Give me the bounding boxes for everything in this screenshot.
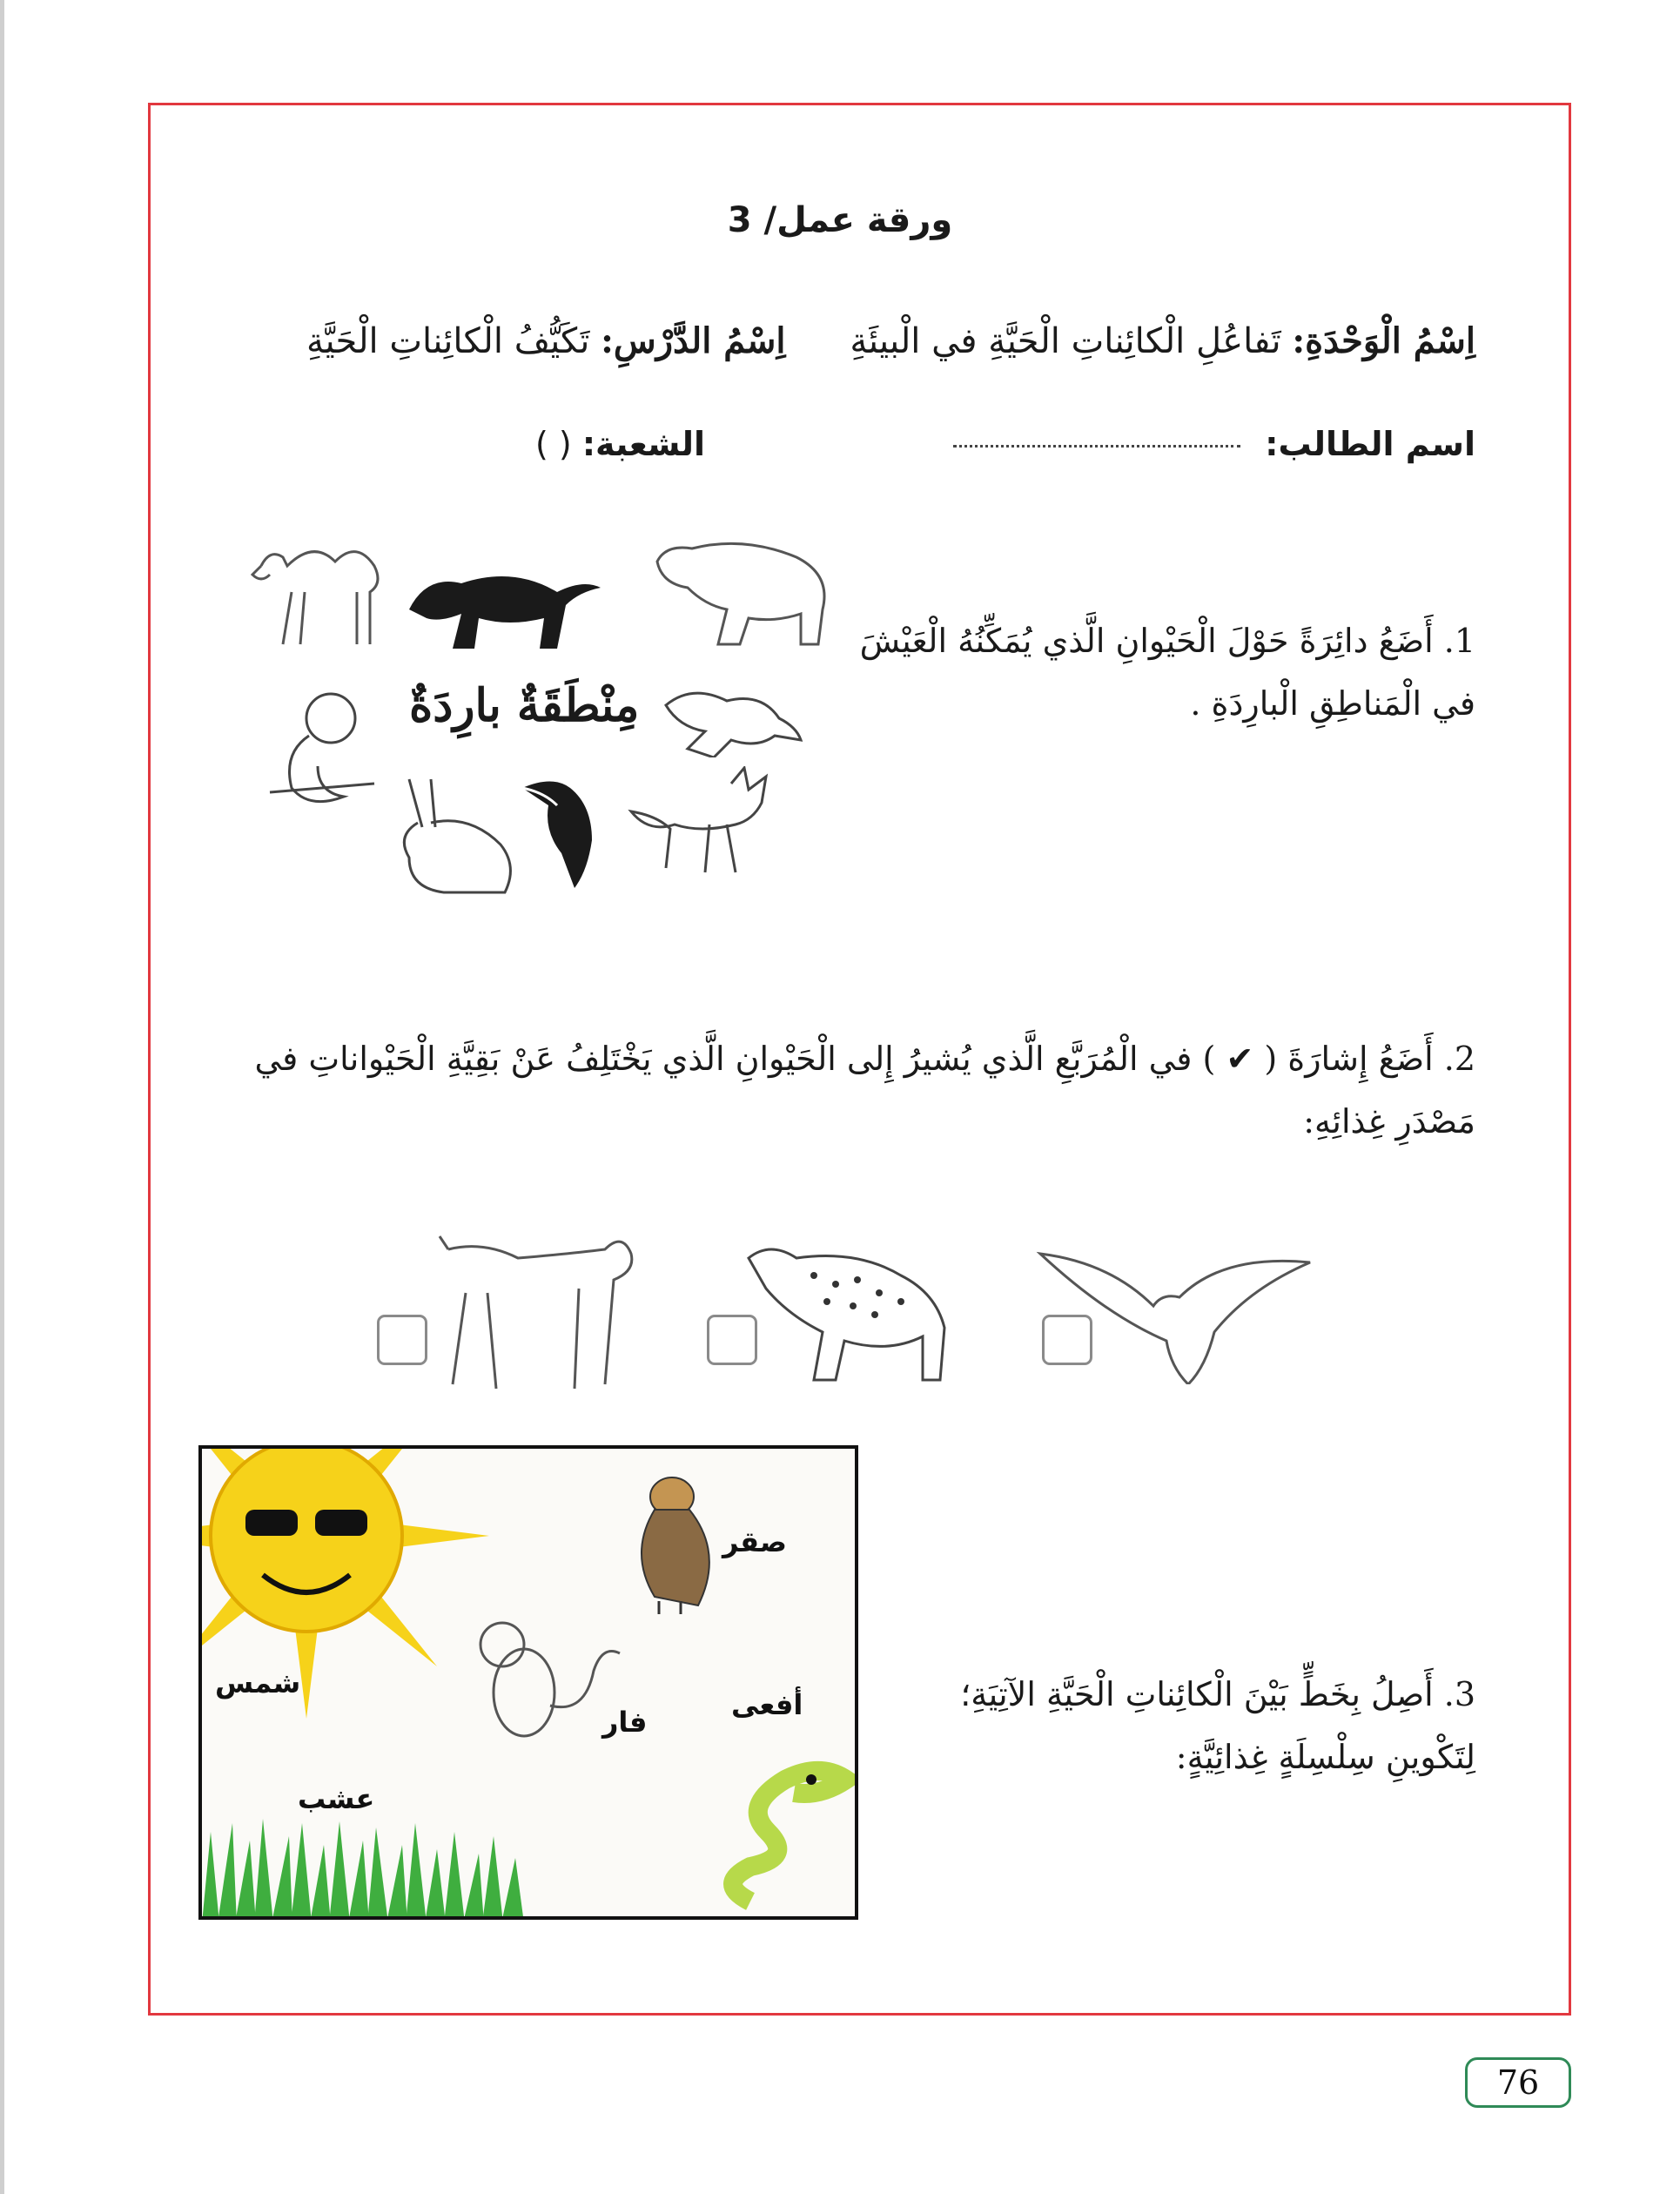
page-edge xyxy=(0,0,4,2194)
camel-image[interactable] xyxy=(244,531,409,653)
snake-image[interactable] xyxy=(707,1727,858,1910)
monkey-image[interactable] xyxy=(265,688,379,810)
unit-value: تَفاعُلِ الْكائِناتِ الْحَيَّةِ في الْبيئَةِ xyxy=(850,321,1281,361)
grass-image[interactable] xyxy=(202,1814,533,1920)
black-panther-image[interactable] xyxy=(400,548,609,662)
eagle-checkbox[interactable] xyxy=(1042,1315,1092,1365)
student-label: اسم الطالب: xyxy=(1265,425,1475,463)
food-chain-picture xyxy=(198,1445,858,1920)
section-field[interactable]: ( ) xyxy=(535,425,572,463)
goat-checkbox[interactable] xyxy=(377,1315,427,1365)
hawk-label: صقر xyxy=(722,1525,787,1558)
unit-name xyxy=(850,320,1475,361)
mouse-label: فار xyxy=(602,1706,648,1739)
question-2: 2. أَضَعُ إِشارَةَ ( ✔ ) في الْمُرَبَّعِ الَّذي يُشيرُ إِلى الْحَيْوانِ الَّذي يَخْتَلِفُ عَنْ بَقِيَّةِ الْحَيْواناتِ في مَصْدَرِ غِذائِهِ: xyxy=(254,1040,1475,1141)
grass-label: عشب xyxy=(298,1782,375,1815)
question-3: 3. أَصِلُ بِخَطٍّ بَيْنَ الْكائِناتِ الْحَيَّةِ الآتِيَةِ؛ لِتَكْوينِ سِلْسِلَةٍ غِذائِيَّةٍ: xyxy=(960,1675,1475,1777)
unit-label: اِسْمُ الْوَحْدَةِ: xyxy=(1292,320,1475,361)
cold-region-label: مِنْطَقَةٌ بارِدَةٌ xyxy=(409,679,640,732)
snake-label: أفعى xyxy=(731,1688,803,1721)
polar-bear-image[interactable] xyxy=(648,535,840,653)
lesson-name xyxy=(306,320,786,361)
hawk-image[interactable] xyxy=(611,1471,733,1619)
frog-image[interactable] xyxy=(657,679,805,757)
worksheet-title: ورقة عمل/ 3 xyxy=(727,200,953,240)
question-1: 1. أَضَعُ دائِرَةً حَوْلَ الْحَيْوانِ الَّذي يُمَكِّنُهُ الْعَيْشَ في الْمَناطِقِ الْبارِدَةِ . xyxy=(859,622,1475,723)
lesson-label: اِسْمُ الدَّرْسِ: xyxy=(601,320,786,361)
page-number: 76 xyxy=(1465,2057,1571,2108)
student-name-field[interactable] xyxy=(953,445,1240,448)
leopard-checkbox[interactable] xyxy=(707,1315,757,1365)
goat-image[interactable] xyxy=(431,1223,648,1397)
hare-image[interactable] xyxy=(383,771,522,901)
leopard-image[interactable] xyxy=(736,1232,962,1389)
section-label: الشعبة: xyxy=(581,425,705,463)
toucan-image[interactable] xyxy=(514,771,627,892)
section-row xyxy=(535,425,705,463)
lesson-value: تَكَيُّفُ الْكائِناتِ الْحَيَّةِ xyxy=(306,321,590,361)
sun-label: شمس xyxy=(215,1666,301,1699)
student-name-row xyxy=(953,425,1475,463)
fennec-fox-image[interactable] xyxy=(627,766,775,897)
